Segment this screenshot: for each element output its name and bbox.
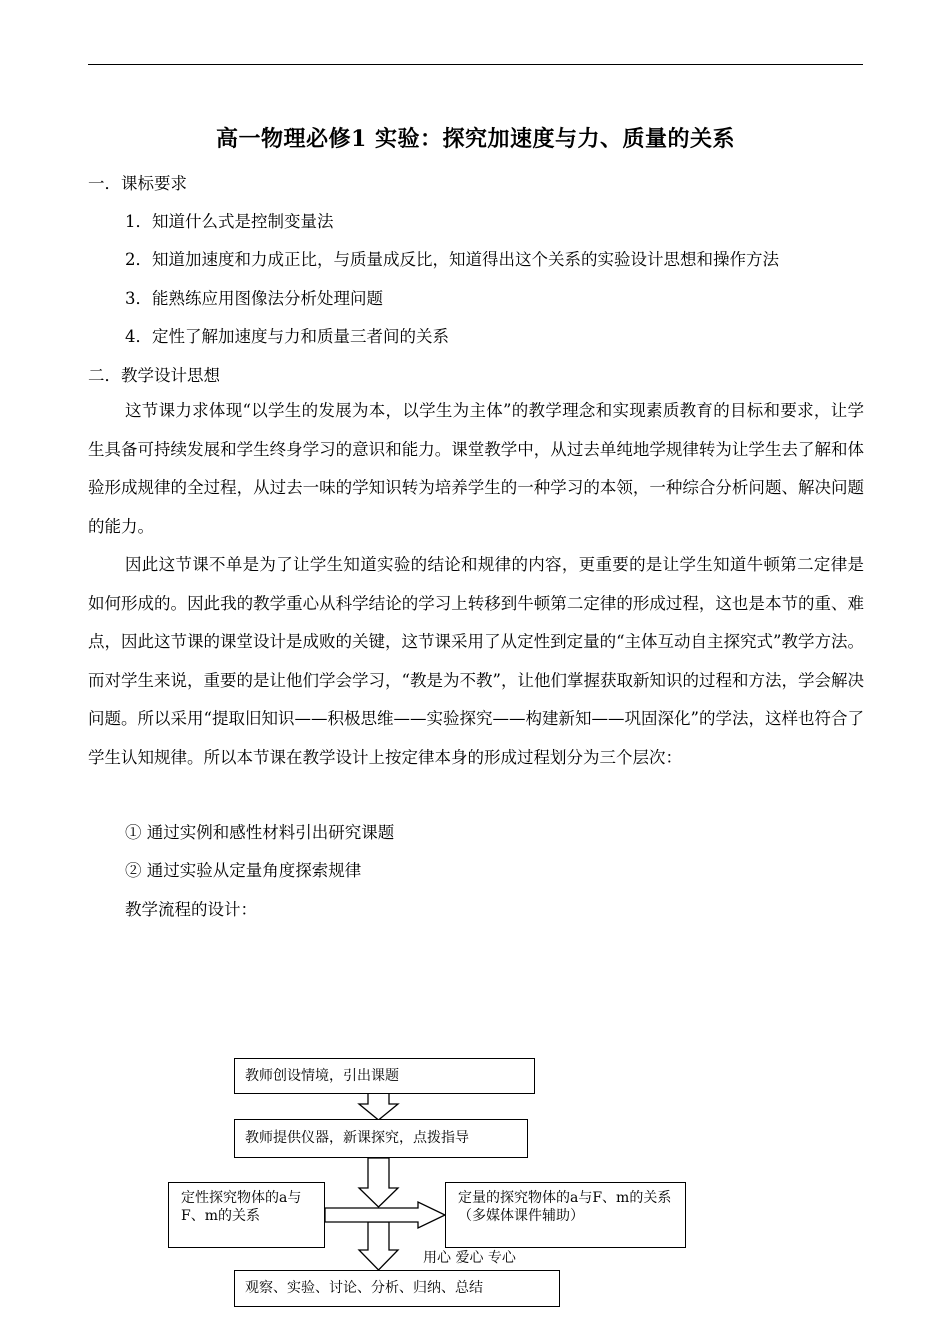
flow-step-summary: 观察、实验、讨论、分析、归纳、总结: [234, 1270, 560, 1307]
flow-step-quantitative: 定量的探究物体的a与F、m的关系（多媒体课件辅助）: [445, 1182, 686, 1248]
paragraph-design-approach: 因此这节课不单是为了让学生知道实验的结论和规律的内容，更重要的是让学生知道牛顿第二定律是如何形成的。因此我的教学重心从科学结论的学习上转移到牛顿第二定律的形成过程，这也是本节的重、难点，因此这节课的课堂设计是成败的关键，这节课采用了从定性到定量的“主体互动自主探究式”教学方法。而对学生来说，重要的是让他们学会学习，“教是为不教”，让他们掌握获取新知识的过程和方法，学会解决问题。所以采用“提取旧知识——积极思维——实验探究——构建新知——巩固深化”的学法，这样也符合了学生认知规律。所以本节课在教学设计上按定律本身的形成过程划分为三个层次：: [88, 555, 864, 767]
list-item: ① 通过实例和感性材料引出研究课题: [125, 823, 395, 842]
page-title: 高一物理必修1 实验：探究加速度与力、质量的关系: [216, 126, 735, 152]
down-arrow-1: [359, 1093, 398, 1120]
section-heading-design: 二．教学设计思想: [88, 366, 220, 385]
flow-label: 教学流程的设计：: [125, 900, 257, 919]
list-item: 1．知道什么式是控制变量法: [125, 212, 334, 231]
flow-step-explore: 教师提供仪器，新课探究，点拨指导: [234, 1119, 528, 1158]
down-arrow-2: [359, 1158, 398, 1207]
section-heading-curriculum: 一．课标要求: [88, 174, 187, 193]
paragraph-design-intent: 这节课力求体现“以学生的发展为本，以学生为主体”的教学理念和实现素质教育的目标和要求，让学生具备可持续发展和学生终身学习的意识和能力。课堂教学中，从过去单纯地学规律转为让学生去了解和体验形成规律的全过程，从过去一味的学知识转为培养学生的一种学习的本领，一种综合分析问题、解决问题的能力。: [88, 401, 864, 536]
list-item: 2．知道加速度和力成正比，与质量成反比，知道得出这个关系的实验设计思想和操作方法: [125, 250, 779, 269]
down-arrow-3: [359, 1222, 398, 1270]
footer-motto: 用心 爱心 专心: [423, 1250, 516, 1266]
flow-step-qualitative: 定性探究物体的a与F、m的关系: [168, 1182, 325, 1248]
list-item: 3．能熟练应用图像法分析处理问题: [125, 289, 383, 308]
flow-step-intro: 教师创设情境，引出课题: [234, 1058, 535, 1094]
list-item: 4．定性了解加速度与力和质量三者间的关系: [125, 327, 449, 346]
list-item: ② 通过实验从定量角度探索规律: [125, 861, 362, 880]
